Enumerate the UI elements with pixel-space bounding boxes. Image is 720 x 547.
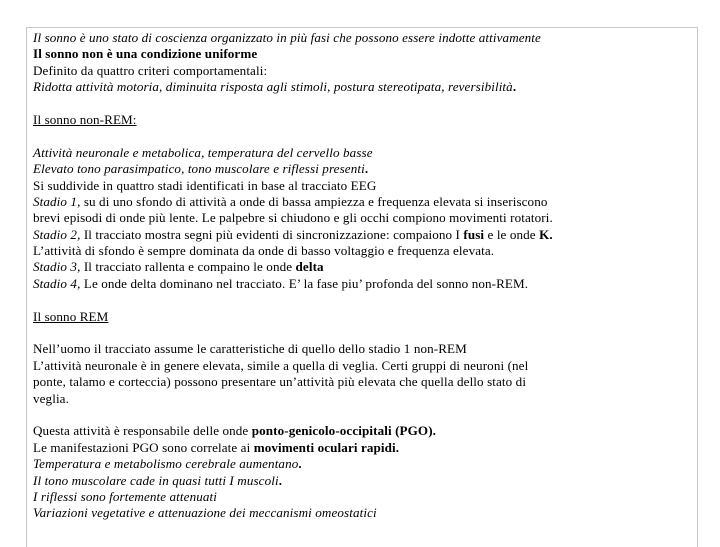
spacer (33, 407, 693, 423)
rem-line-6 (33, 473, 693, 489)
rem-line-1: Nell’uomo il tracciato assume le caratteristiche di quello dello stadio 1 non-REM (33, 341, 467, 357)
pgo-line-2-text: Le manifestazioni PGO sono correlate ai (33, 439, 254, 455)
rem-line-2: L’attività neuronale è in genere elevata, simile a quella di veglia. Certi gruppi di neuroni (nel (33, 357, 529, 373)
stage-1-continuation: brevi episodi di onde più lente. Le palpebre si chiudono e gli occhi compiono movimenti rotatori. (33, 210, 553, 226)
intro-line-3: Definito da quattro criteri comportamentali: (33, 62, 268, 78)
stage-2-text: Il tracciato mostra segni più evidenti di sincronizzazione: compaiono I (80, 226, 464, 242)
rem-line-5-period: . (298, 456, 302, 472)
stage-2-k: K (539, 226, 550, 242)
intro-line-1: Il sonno è uno stato di coscienza organizzato in più fasi che possono essere indotte attivamente (33, 30, 541, 45)
pgo-line-1 (33, 423, 693, 439)
rem-line-3: ponte, talamo e corteccia) possono presentare un’attività più elevata che quella dello stato di (33, 374, 527, 390)
nonrem-line-2-period: . (364, 161, 369, 177)
pgo-line-2 (33, 440, 693, 456)
nonrem-line-1: Attività neuronale e metabolica, temperatura del cervello basse (33, 144, 373, 160)
spacer (33, 128, 693, 144)
rem-heading: Il sonno REM (33, 308, 109, 324)
stage-3-delta: delta (295, 259, 324, 275)
stage-2-continuation: L’attività di sfondo è sempre dominata da onde di basso voltaggio e frequenza elevata. (33, 243, 495, 259)
stage-4-label: Stadio 4, (33, 275, 81, 291)
spacer (33, 96, 693, 112)
spacer (33, 325, 693, 341)
spacer (33, 292, 693, 308)
stage-2-mid: e le onde (484, 226, 540, 242)
rem-line-6-period: . (278, 472, 283, 488)
stage-2-label: Stadio 2, (33, 226, 81, 242)
rem-line-7: I riflessi sono fortemente attenuati (33, 488, 217, 504)
stage-3-line (33, 259, 693, 275)
stage-1-text: su di uno sfondo di attività a onde di bassa ampiezza e frequenza elevata si inseriscono (80, 193, 548, 209)
stage-3-label: Stadio 3, (33, 259, 81, 275)
nonrem-line-3: Si suddivide in quattro stadi identificati in base al tracciato EEG (33, 177, 377, 193)
document-page (26, 27, 698, 547)
criteria-period: . (512, 79, 517, 95)
rapid-eye-movements: movimenti oculari rapidi. (253, 439, 400, 455)
rem-line-6-text: Il tono muscolare cade in quasi tutti I muscoli (33, 472, 279, 488)
pgo-term: ponto-genicolo-occipitali (PGO). (251, 423, 437, 439)
rem-line-5-text: Temperatura e metabolismo cerebrale aumentano (33, 456, 299, 472)
intro-line-4 (33, 79, 693, 95)
intro-line-2: Il sonno non è una condizione uniforme (33, 46, 258, 62)
criteria-text: Ridotta attività motoria, diminuita risposta agli stimoli, postura stereotipata, reversibilità (33, 79, 513, 95)
document-body (33, 30, 693, 522)
stage-3-text: Il tracciato rallenta e compaino le onde (80, 259, 296, 275)
nonrem-heading: Il sonno non-REM: (33, 111, 137, 127)
rem-line-8: Variazioni vegetative e attenuazione dei meccanismi omeostatici (33, 505, 377, 521)
nonrem-line-2-text: Elevato tono parasimpatico, tono muscolare e riflessi presenti (33, 161, 365, 177)
stage-1-line (33, 194, 693, 210)
rem-line-5 (33, 456, 693, 472)
stage-2-fusi: fusi (463, 226, 485, 242)
stage-4-text: Le onde delta dominano nel tracciato. E’ la fase piu’ profonda del sonno non-REM. (80, 275, 529, 291)
pgo-line-1-text: Questa attività è responsabile delle onde (33, 423, 252, 439)
stage-1-label: Stadio 1, (33, 193, 81, 209)
stage-2-line (33, 227, 693, 243)
stage-2-period: . (549, 226, 553, 242)
rem-line-4: veglia. (33, 390, 69, 406)
stage-4-line (33, 276, 693, 292)
nonrem-line-2 (33, 161, 693, 177)
